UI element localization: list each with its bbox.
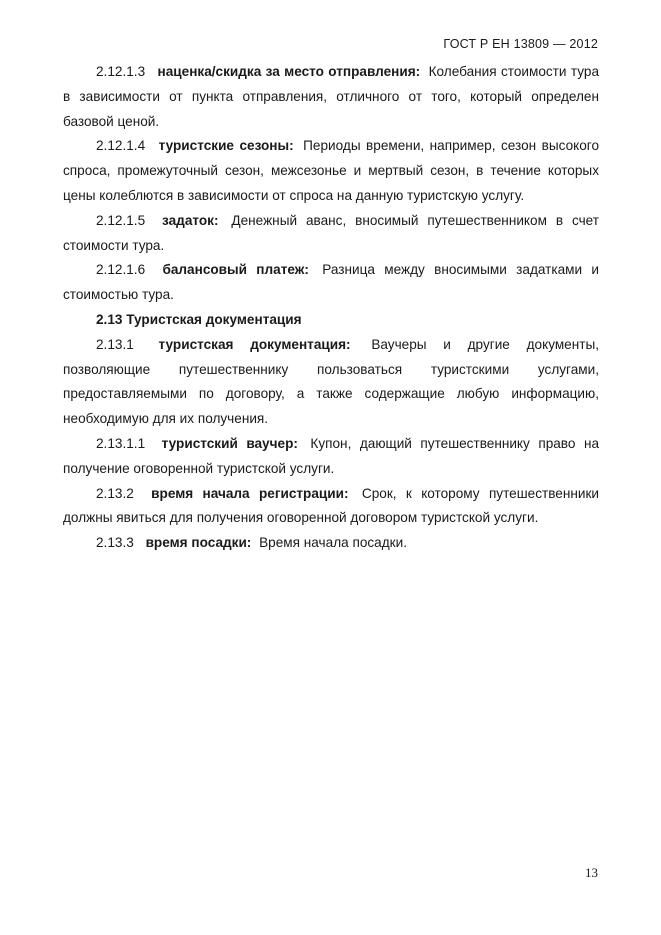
section-heading bbox=[63, 308, 599, 333]
entry-number: 2.12.1.4 bbox=[96, 138, 146, 154]
entry-term: время начала регистрации: bbox=[151, 485, 349, 501]
entry-term: балансовый платеж: bbox=[162, 262, 309, 278]
section-number: 2.13 bbox=[96, 311, 123, 327]
entry-definition: Разница между вносимыми задатками и стоимостью тура. bbox=[63, 262, 600, 303]
entry-2-12-1-3 bbox=[63, 60, 599, 134]
entry-definition: Ваучеры и другие документы, позволяющие путешественнику пользоваться туристскими услугами, предоставляемыми по договору, а также содержащие любую информацию, необходимую для их получения. bbox=[63, 336, 600, 427]
entry-2-12-1-6 bbox=[63, 258, 599, 308]
document-header: ГОСТ Р ЕН 13809 — 2012 bbox=[443, 37, 598, 51]
entry-2-13-1 bbox=[63, 333, 599, 432]
entry-term: наценка/скидка за место отправления: bbox=[157, 64, 421, 79]
entry-definition: Периоды времени, например, сезон высокого спроса, промежуточный сезон, межсезонье и мертвый сезон, в течение которых цены колеблются в зависимости от спроса на данную туристскую услугу. bbox=[63, 138, 600, 203]
entry-definition: Срок, к которому путешественники должны явиться для получения оговоренной договором туристской услуги. bbox=[63, 485, 600, 526]
entry-number: 2.13.1 bbox=[96, 336, 134, 352]
entry-definition: Денежный аванс, вносимый путешественником в счет стоимости тура. bbox=[63, 212, 600, 253]
document-body bbox=[63, 60, 599, 556]
entry-number: 2.12.1.6 bbox=[96, 262, 146, 278]
entry-term: время посадки: bbox=[145, 535, 252, 551]
entry-number: 2.12.1.5 bbox=[96, 212, 146, 228]
entry-number: 2.13.1.1 bbox=[96, 435, 146, 451]
entry-number: 2.13.2 bbox=[96, 485, 134, 501]
entry-term: задаток: bbox=[162, 212, 219, 228]
entry-number: 2.12.1.3 bbox=[96, 64, 146, 79]
page-number: 13 bbox=[585, 865, 598, 880]
entry-definition: Купон, дающий путешественнику право на получение оговоренной туристской услуги. bbox=[63, 435, 600, 476]
entry-term: туристский ваучер: bbox=[161, 435, 298, 451]
section-title: Туристская документация bbox=[126, 311, 302, 327]
entry-number: 2.13.3 bbox=[96, 535, 134, 551]
entry-2-13-2 bbox=[63, 482, 599, 532]
entry-term: туристская документация: bbox=[158, 336, 351, 352]
entry-2-12-1-5 bbox=[63, 209, 599, 259]
entry-definition: Колебания стоимости тура в зависимости от пункта отправления, отличного от того, который определен базовой ценой. bbox=[63, 64, 600, 129]
entry-2-13-3 bbox=[63, 531, 599, 556]
entry-2-13-1-1 bbox=[63, 432, 599, 482]
entry-2-12-1-4 bbox=[63, 134, 599, 208]
entry-definition: Время начала посадки. bbox=[259, 535, 407, 551]
entry-term: туристские сезоны: bbox=[158, 138, 294, 154]
